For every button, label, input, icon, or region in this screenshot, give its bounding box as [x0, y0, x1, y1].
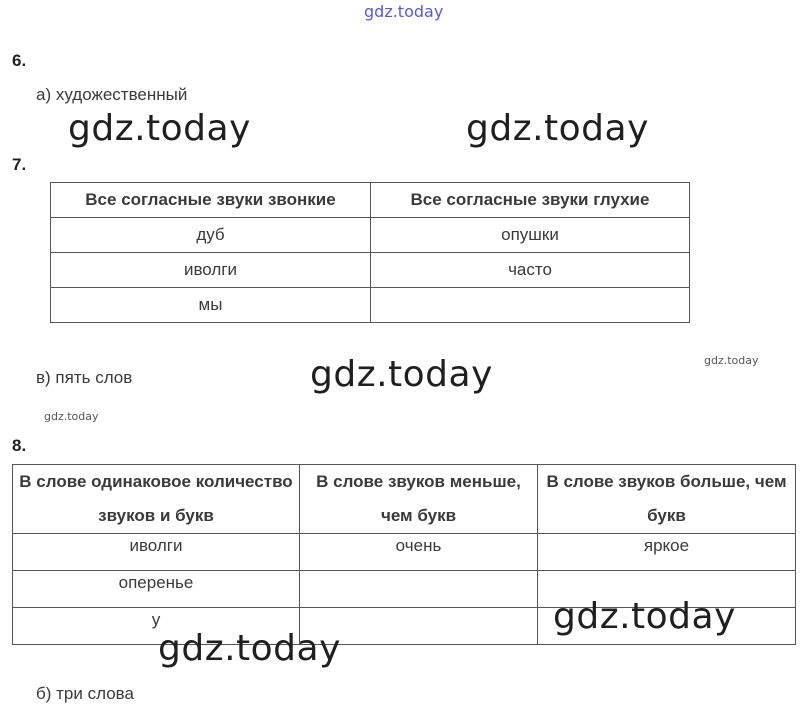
- table-cell: опушки: [371, 218, 690, 253]
- watermark-small: gdz.today: [704, 354, 759, 367]
- table-row: [51, 288, 690, 323]
- table-row: [51, 218, 690, 253]
- table-header-cell: В слове звуков меньше, чем букв: [300, 465, 538, 534]
- task8-answer: б) три слова: [36, 684, 134, 703]
- watermark-small: gdz.today: [44, 410, 99, 423]
- watermark: gdz.today: [68, 108, 251, 149]
- table-header-cell: Все согласные звуки глухие: [371, 183, 690, 218]
- table-cell: очень: [300, 534, 538, 571]
- table-cell: иволги: [13, 534, 300, 571]
- table-header-row: [13, 465, 796, 534]
- table-header-cell: В слове звуков больше, чем букв: [538, 465, 796, 534]
- table-cell: [371, 288, 690, 323]
- table-row: [13, 534, 796, 571]
- table-cell: оперенье: [13, 571, 300, 608]
- table-header-cell: Все согласные звуки звонкие: [51, 183, 371, 218]
- table-row: [51, 253, 690, 288]
- watermark: gdz.today: [553, 596, 736, 637]
- table-header-row: [51, 183, 690, 218]
- task7-table: [50, 182, 690, 323]
- table-cell: яркое: [538, 534, 796, 571]
- table-cell: [300, 571, 538, 608]
- watermark: gdz.today: [158, 628, 341, 669]
- table-header-cell: В слове одинаковое количество звуков и букв: [13, 465, 300, 534]
- task6-number: 6.: [12, 51, 27, 70]
- watermark: gdz.today: [466, 108, 649, 149]
- watermark: gdz.today: [310, 354, 493, 395]
- task7-number: 7.: [12, 155, 27, 174]
- table-cell: иволги: [51, 253, 371, 288]
- table-cell: мы: [51, 288, 371, 323]
- table-cell: у: [13, 608, 300, 645]
- task7-answer: в) пять слов: [36, 368, 133, 387]
- watermark-top: gdz.today: [364, 2, 444, 21]
- task6-answer: а) художественный: [36, 85, 188, 104]
- table-cell: часто: [371, 253, 690, 288]
- table-cell: дуб: [51, 218, 371, 253]
- task8-number: 8.: [12, 436, 27, 455]
